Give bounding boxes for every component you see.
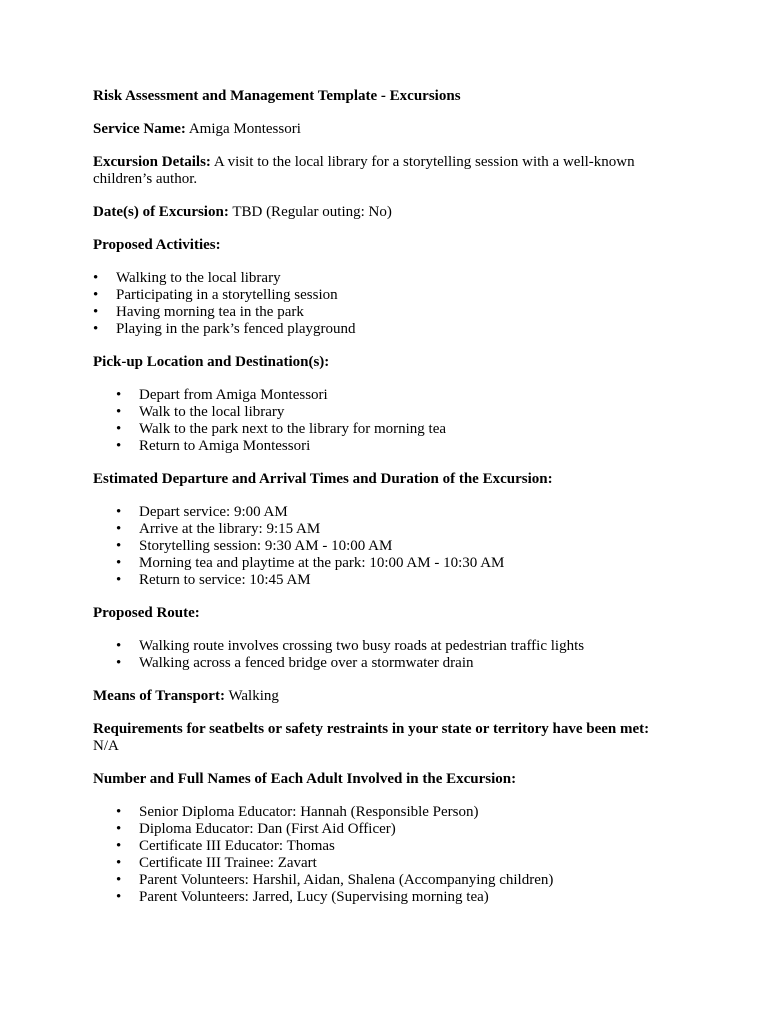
seatbelts-field — [93, 721, 683, 755]
seatbelts-label: Requirements for seatbelts or safety restraints in your state or territory have been met: — [93, 721, 650, 737]
bullet-icon: • — [116, 387, 122, 403]
list-item — [93, 872, 683, 889]
service-name-value: Amiga Montessori — [188, 121, 301, 137]
list-item-text: Depart service: 9:00 AM — [139, 504, 288, 520]
list-item — [93, 638, 683, 655]
list-item-text: Playing in the park’s fenced playground — [116, 321, 356, 337]
list-item-text: Depart from Amiga Montessori — [139, 387, 328, 403]
list-item — [93, 889, 683, 906]
excursion-details-label: Excursion Details: — [93, 154, 211, 170]
excursion-details-value: A visit to the local library for a storytelling session with a well-known children’s author. — [93, 154, 635, 187]
bullet-icon: • — [116, 404, 122, 420]
list-item-text: Storytelling session: 9:30 AM - 10:00 AM — [139, 538, 393, 554]
list-item — [93, 287, 683, 304]
list-item-text: Return to service: 10:45 AM — [139, 572, 311, 588]
list-item — [93, 304, 683, 321]
list-item — [93, 270, 683, 287]
list-item-text: Participating in a storytelling session — [116, 287, 338, 303]
bullet-icon: • — [116, 838, 122, 854]
list-item — [93, 504, 683, 521]
list-item-text: Having morning tea in the park — [116, 304, 304, 320]
list-item — [93, 838, 683, 855]
list-item-text: Walking across a fenced bridge over a stormwater drain — [139, 655, 474, 671]
list-item — [93, 421, 683, 438]
locations-heading: Pick-up Location and Destination(s): — [93, 354, 330, 370]
list-item-text: Certificate III Educator: Thomas — [139, 838, 335, 854]
list-item — [93, 555, 683, 572]
list-item — [93, 855, 683, 872]
list-item — [93, 821, 683, 838]
seatbelts-value: N/A — [93, 738, 119, 754]
route-heading: Proposed Route: — [93, 605, 200, 621]
bullet-icon: • — [116, 521, 122, 537]
list-item — [93, 387, 683, 404]
bullet-icon: • — [93, 270, 99, 286]
transport-value: Walking — [228, 688, 279, 704]
list-item — [93, 321, 683, 338]
list-item-text: Diploma Educator: Dan (First Aid Officer) — [139, 821, 396, 837]
bullet-icon: • — [116, 555, 122, 571]
bullet-icon: • — [116, 572, 122, 588]
list-item — [93, 655, 683, 672]
bullet-icon: • — [116, 821, 122, 837]
bullet-icon: • — [116, 438, 122, 454]
bullet-icon: • — [116, 855, 122, 871]
excursion-details-field — [93, 154, 683, 188]
adults-list — [93, 804, 683, 906]
list-item-text: Senior Diploma Educator: Hannah (Responsible Person) — [139, 804, 479, 820]
excursion-dates-label: Date(s) of Excursion: — [93, 204, 229, 220]
activities-heading: Proposed Activities: — [93, 237, 221, 253]
bullet-icon: • — [93, 321, 99, 337]
bullet-icon: • — [116, 504, 122, 520]
excursion-dates-value: TBD (Regular outing: No) — [232, 204, 392, 220]
list-item-text: Return to Amiga Montessori — [139, 438, 311, 454]
list-item-text: Walk to the local library — [139, 404, 285, 420]
list-item — [93, 804, 683, 821]
excursion-dates-field — [93, 204, 683, 221]
document-page — [93, 88, 683, 922]
service-name-field — [93, 121, 683, 138]
list-item — [93, 438, 683, 455]
list-item-text: Arrive at the library: 9:15 AM — [139, 521, 321, 537]
bullet-icon: • — [116, 872, 122, 888]
transport-label: Means of Transport: — [93, 688, 225, 704]
adults-heading: Number and Full Names of Each Adult Involved in the Excursion: — [93, 771, 517, 787]
transport-field — [93, 688, 683, 705]
document-title: Risk Assessment and Management Template - Excursions — [93, 88, 461, 104]
route-list — [93, 638, 683, 672]
times-heading: Estimated Departure and Arrival Times and Duration of the Excursion: — [93, 471, 553, 487]
service-name-label: Service Name: — [93, 121, 186, 137]
list-item — [93, 572, 683, 589]
list-item — [93, 538, 683, 555]
list-item-text: Morning tea and playtime at the park: 10:00 AM - 10:30 AM — [139, 555, 505, 571]
list-item-text: Certificate III Trainee: Zavart — [139, 855, 317, 871]
list-item — [93, 521, 683, 538]
list-item-text: Walking route involves crossing two busy roads at pedestrian traffic lights — [139, 638, 585, 654]
bullet-icon: • — [116, 538, 122, 554]
locations-list — [93, 387, 683, 455]
bullet-icon: • — [93, 287, 99, 303]
bullet-icon: • — [116, 638, 122, 654]
bullet-icon: • — [93, 304, 99, 320]
list-item-text: Walking to the local library — [116, 270, 281, 286]
bullet-icon: • — [116, 889, 122, 905]
bullet-icon: • — [116, 804, 122, 820]
activities-list — [93, 270, 683, 338]
bullet-icon: • — [116, 421, 122, 437]
list-item-text: Parent Volunteers: Jarred, Lucy (Supervising morning tea) — [139, 889, 489, 905]
list-item — [93, 404, 683, 421]
times-list — [93, 504, 683, 589]
bullet-icon: • — [116, 655, 122, 671]
list-item-text: Walk to the park next to the library for morning tea — [139, 421, 447, 437]
list-item-text: Parent Volunteers: Harshil, Aidan, Shalena (Accompanying children) — [139, 872, 554, 888]
